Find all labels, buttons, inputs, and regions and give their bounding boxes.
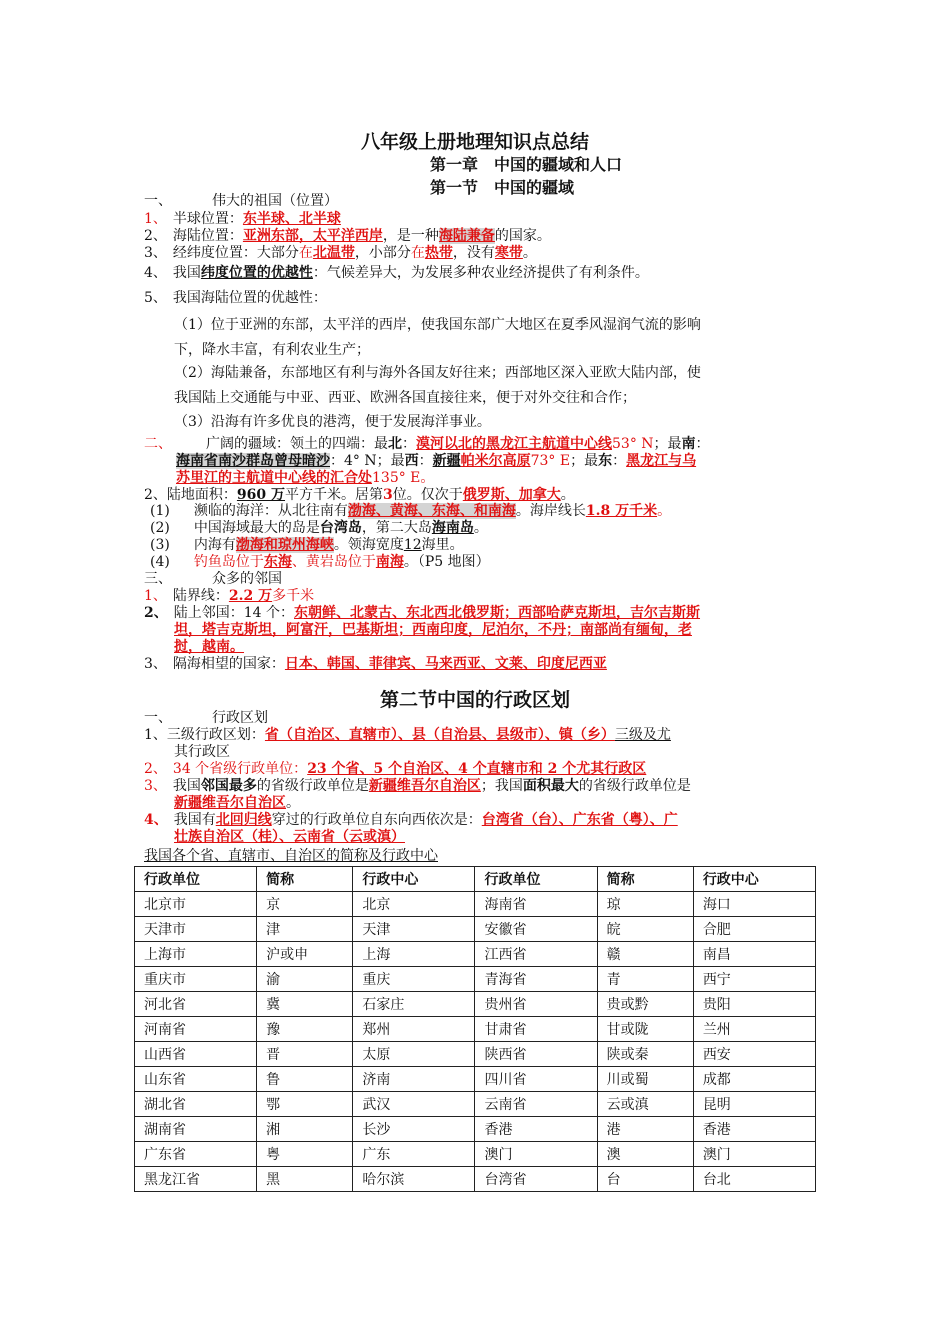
table-cell: 武汉 [353, 1092, 475, 1117]
table-cell: 长沙 [353, 1117, 475, 1142]
table-cell: 皖 [597, 917, 693, 942]
header-cell: 行政中心 [693, 867, 815, 892]
table-row [135, 1167, 816, 1192]
adm-part-heading: 一、 行政区划 [144, 710, 268, 726]
part1-heading: 一、 伟大的祖国（位置） [144, 193, 338, 209]
table-cell: 河南省 [135, 1017, 257, 1042]
table-cell: 鲁 [257, 1067, 353, 1092]
section2-heading: 第二节中国的行政区划 [379, 689, 570, 711]
table-row [135, 917, 816, 942]
item-admin-levels: 1、三级行政区划：省（自治区、直辖市）、县（自治县、县级市）、镇（乡）三级及尤 [144, 727, 671, 743]
table-row [135, 1092, 816, 1117]
table-cell: 海口 [693, 892, 815, 917]
table-cell: 香港 [693, 1117, 815, 1142]
table-cell: 津 [257, 917, 353, 942]
item-hemisphere: 1、 半球位置：东半球、北半球 [144, 211, 341, 227]
table-row [135, 1067, 816, 1092]
item-xinjiang: 3、 我国邻国最多的省级行政单位是新疆维吾尔自治区；我国面积最大的省级行政单位是 [144, 778, 691, 794]
table-cell: 山东省 [135, 1067, 257, 1092]
table-cell: 黑 [257, 1167, 353, 1192]
section-heading: 第一节 中国的疆域 [430, 178, 575, 197]
item-land-neighbors: 2、 陆上邻国：14 个：东朝鲜、北蒙古、东北西北俄罗斯；西部哈萨克斯坦，吉尔吉斯斯 [144, 605, 701, 621]
sea-item-3: (3) 内海有渤海和琼州海峡。领海宽度12海里。 [150, 537, 464, 553]
item-sea-land: 2、 海陆位置：亚洲东部，太平洋西岸，是一种海陆兼备的国家。 [144, 228, 551, 244]
part3-heading: 三、 众多的邻国 [144, 571, 282, 587]
table-cell: 澳 [597, 1142, 693, 1167]
table-cell: 贵或黔 [597, 992, 693, 1017]
advantage-line-5: （3）沿海有许多优良的港湾，便于发展海洋事业。 [174, 414, 491, 430]
table-cell: 冀 [257, 992, 353, 1017]
table-cell: 沪或申 [257, 942, 353, 967]
xinjiang-line-2: 新疆维吾尔自治区。 [174, 795, 300, 811]
sea-item-2: (2) 中国海域最大的岛是台湾岛，第二大岛海南岛。 [150, 520, 488, 536]
table-cell: 湖南省 [135, 1117, 257, 1142]
item-sea-neighbors: 3、 隔海相望的国家：日本、韩国、菲律宾、马来西亚、文莱、印度尼西亚 [144, 656, 607, 672]
table-cell: 兰州 [693, 1017, 815, 1042]
table-cell: 豫 [257, 1017, 353, 1042]
item-latitude-advantage: 4、 我国纬度位置的优越性：气候差异大，为发展多种农业经济提供了有利条件。 [144, 265, 649, 281]
document-title: 八年级上册地理知识点总结 [360, 131, 589, 153]
table-cell: 安徽省 [475, 917, 597, 942]
table-cell: 北京 [353, 892, 475, 917]
table-cell: 天津市 [135, 917, 257, 942]
table-cell: 赣 [597, 942, 693, 967]
table-cell: 渝 [257, 967, 353, 992]
table-cell: 台北 [693, 1167, 815, 1192]
table-cell: 云南省 [475, 1092, 597, 1117]
header-cell: 简称 [597, 867, 693, 892]
table-cell: 上海市 [135, 942, 257, 967]
table-row [135, 992, 816, 1017]
part2-line-1: 二、 广阔的疆域：领土的四端：最北：漠河以北的黑龙江主航道中心线53° N；最南： [144, 436, 710, 452]
table-cell: 青 [597, 967, 693, 992]
table-row [135, 942, 816, 967]
land-neighbors-line-3: 挝，越南。 [174, 639, 244, 655]
table-row [135, 1042, 816, 1067]
table-caption: 我国各个省、直辖市、自治区的简称及行政中心 [144, 848, 438, 864]
sea-item-4: (4) 钓鱼岛位于东海、黄岩岛位于南海。（P5 地图） [150, 554, 490, 570]
header-cell: 行政单位 [135, 867, 257, 892]
table-cell: 陕西省 [475, 1042, 597, 1067]
table-cell: 京 [257, 892, 353, 917]
header-cell: 行政中心 [353, 867, 475, 892]
table-cell: 山西省 [135, 1042, 257, 1067]
table-cell: 川或蜀 [597, 1067, 693, 1092]
land-neighbors-line-2: 坦，塔吉克斯坦，阿富汗，巴基斯坦；西南印度，尼泊尔，不丹；南部尚有缅甸，老 [174, 622, 692, 638]
table-row [135, 967, 816, 992]
admin-levels-line-2: 其行政区 [174, 744, 230, 760]
table-cell: 重庆 [353, 967, 475, 992]
table-cell: 青海省 [475, 967, 597, 992]
item-land-area: 2、陆地面积：960 万平方千米。居第3位。仅次于俄罗斯、加拿大。 [144, 487, 575, 503]
table-cell: 云或滇 [597, 1092, 693, 1117]
tropic-line-2: 壮族自治区（桂）、云南省（云或滇） [174, 829, 405, 845]
table-cell: 北京市 [135, 892, 257, 917]
table-header-row [135, 867, 816, 892]
sea-item-1: (1) 濒临的海洋：从北往南有渤海、黄海、东海、和南海。海岸线长1.8 万千米。 [150, 503, 672, 519]
item-sea-land-advantage: 5、 我国海陆位置的优越性： [144, 290, 327, 306]
table-cell: 甘或陇 [597, 1017, 693, 1042]
table-cell: 台 [597, 1167, 693, 1192]
table-cell: 上海 [353, 942, 475, 967]
table-cell: 贵州省 [475, 992, 597, 1017]
table-cell: 石家庄 [353, 992, 475, 1017]
table-cell: 湘 [257, 1117, 353, 1142]
advantage-line-2: 下，降水丰富，有利农业生产； [174, 342, 370, 358]
item-provincial-units: 2、 34 个省级行政单位：23 个省、5 个自治区、4 个直辖市和 2 个尤其行政区 [144, 761, 647, 777]
table-cell: 晋 [257, 1042, 353, 1067]
table-row [135, 1142, 816, 1167]
table-cell: 澳门 [475, 1142, 597, 1167]
table-cell: 南昌 [693, 942, 815, 967]
table-cell: 太原 [353, 1042, 475, 1067]
table-cell: 合肥 [693, 917, 815, 942]
table-row [135, 1117, 816, 1142]
advantage-line-4: 我国陆上交通能与中亚、西亚、欧洲各国直接往来，便于对外交往和合作； [174, 390, 636, 406]
table-cell: 河北省 [135, 992, 257, 1017]
table-cell: 琼 [597, 892, 693, 917]
table-cell: 黑龙江省 [135, 1167, 257, 1192]
table-cell: 粤 [257, 1142, 353, 1167]
table-cell: 鄂 [257, 1092, 353, 1117]
table-cell: 郑州 [353, 1017, 475, 1042]
table-cell: 香港 [475, 1117, 597, 1142]
part2-line-3: 苏里江的主航道中心线的汇合处135° E。 [176, 470, 435, 486]
table-cell: 广东 [353, 1142, 475, 1167]
table-cell: 昆明 [693, 1092, 815, 1117]
table-row [135, 892, 816, 917]
item-border-length: 1、 陆界线：2.2 万多千米 [144, 588, 315, 604]
item-tropic-of-cancer: 4、 我国有北回归线穿过的行政单位自东向西依次是：台湾省（台）、广东省（粤）、广 [144, 812, 678, 828]
table-cell: 港 [597, 1117, 693, 1142]
advantage-line-3: （2）海陆兼备，东部地区有利与海外各国友好往来；西部地区深入亚欧大陆内部，使 [174, 365, 701, 381]
part2-line-2: 海南省南沙群岛曾母暗沙：4° N；最西：新疆帕米尔高原73° E；最东：黑龙江与乌 [176, 453, 697, 469]
item-latlon: 3、 经纬度位置：大部分在北温带，小部分在热带，没有寒带。 [144, 245, 537, 261]
table-cell: 湖北省 [135, 1092, 257, 1117]
table-cell: 四川省 [475, 1067, 597, 1092]
header-cell: 简称 [257, 867, 353, 892]
table-cell: 哈尔滨 [353, 1167, 475, 1192]
table-cell: 济南 [353, 1067, 475, 1092]
chapter-heading: 第一章 中国的疆域和人口 [430, 155, 623, 174]
table-cell: 贵阳 [693, 992, 815, 1017]
table-cell: 西安 [693, 1042, 815, 1067]
table-cell: 海南省 [475, 892, 597, 917]
header-cell: 行政单位 [475, 867, 597, 892]
table-cell: 成都 [693, 1067, 815, 1092]
table-cell: 澳门 [693, 1142, 815, 1167]
table-cell: 甘肃省 [475, 1017, 597, 1042]
table-cell: 天津 [353, 917, 475, 942]
table-cell: 江西省 [475, 942, 597, 967]
table-cell: 台湾省 [475, 1167, 597, 1192]
table-cell: 陕或秦 [597, 1042, 693, 1067]
table-cell: 重庆市 [135, 967, 257, 992]
advantage-line-1: （1）位于亚洲的东部，太平洋的西岸，使我国东部广大地区在夏季风湿润气流的影响 [174, 317, 701, 333]
table-cell: 广东省 [135, 1142, 257, 1167]
table-cell: 西宁 [693, 967, 815, 992]
table-row [135, 1017, 816, 1042]
admin-division-table [134, 866, 816, 1192]
